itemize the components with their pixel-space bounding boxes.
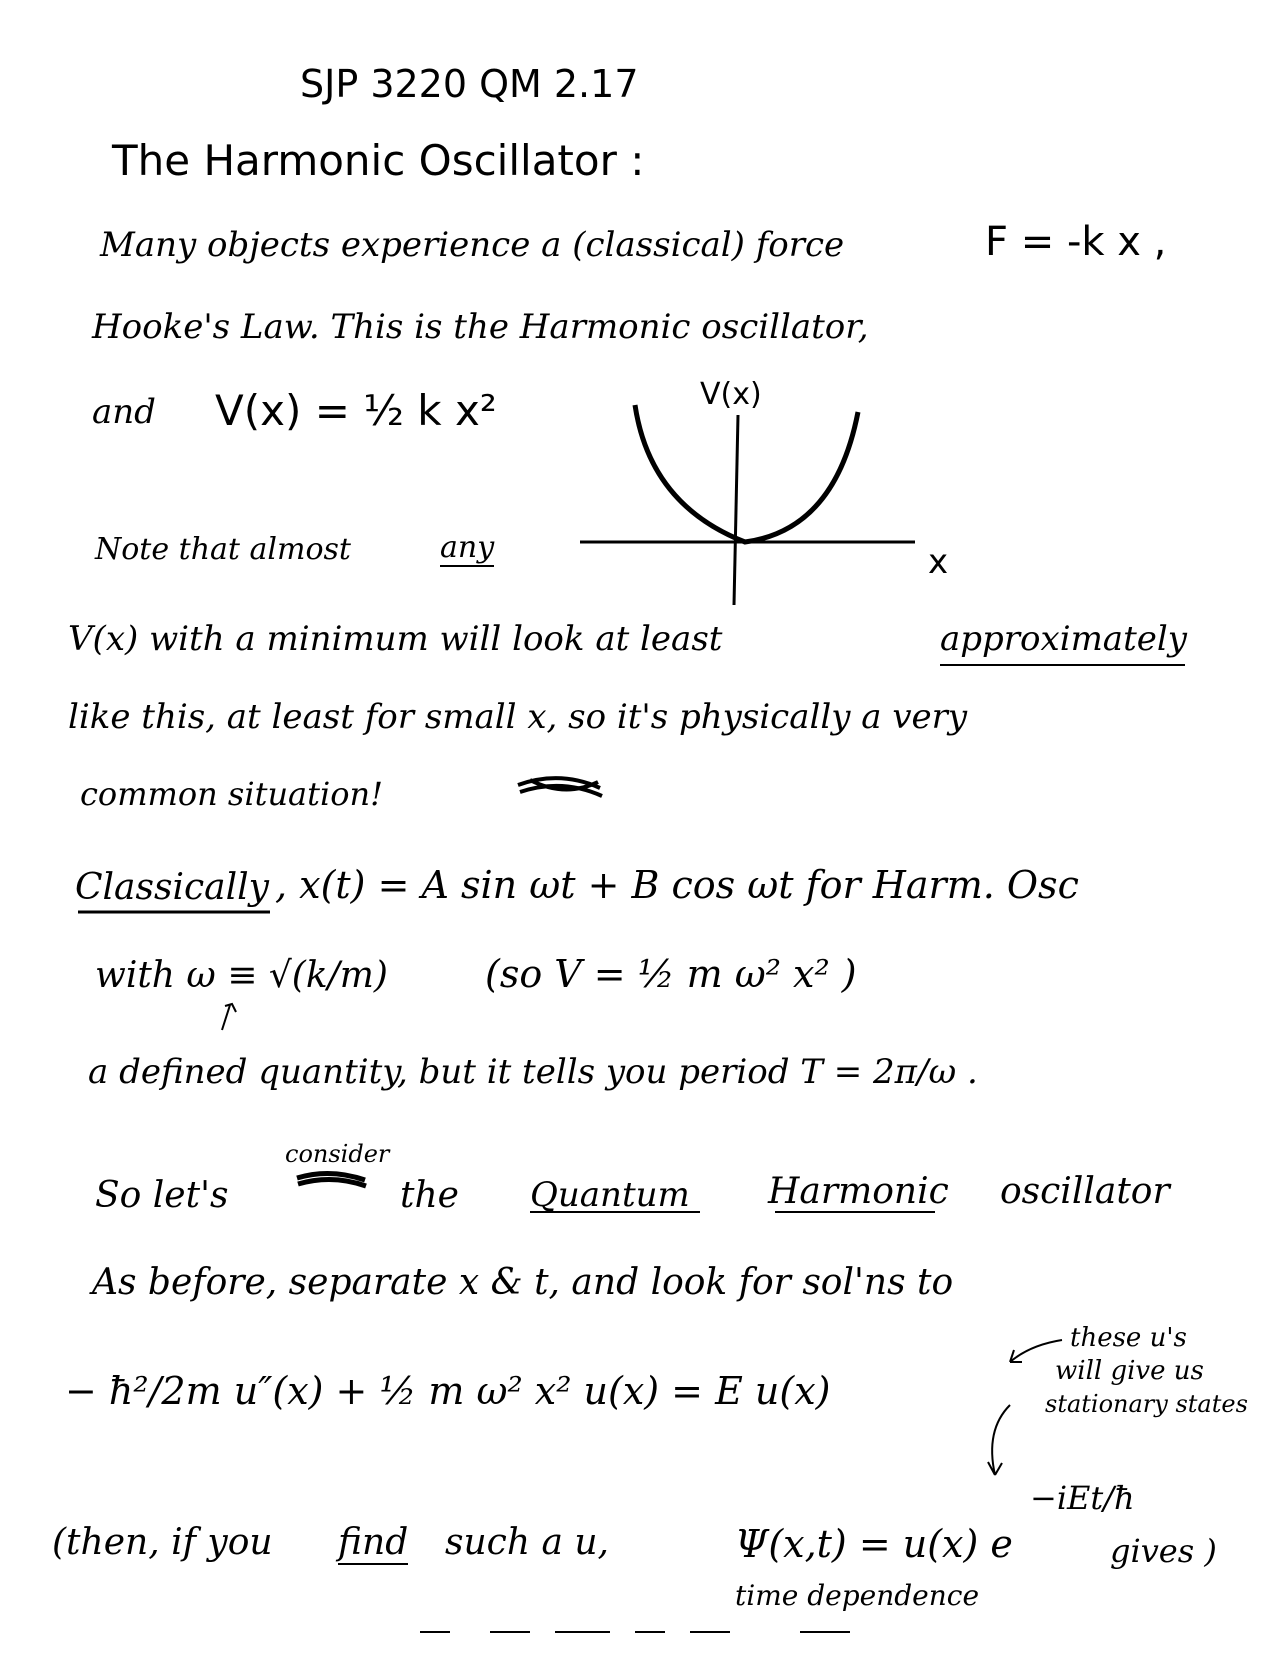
word-approximately: approximately	[940, 619, 1187, 659]
graph-y-label: V(x)	[700, 377, 762, 412]
word-the: the	[400, 1175, 459, 1216]
line-defined-quantity: a defined quantity, but it tells you period T = 2π/ω .	[88, 1052, 978, 1092]
line-common-situation: common situation!	[80, 775, 383, 813]
line-such-a-u: such a u,	[445, 1522, 609, 1563]
wavefunction-expression: Ψ(x,t) = u(x) e	[735, 1522, 1013, 1566]
note-will-give-us: will give us	[1055, 1356, 1204, 1386]
scribble-mark-2	[297, 1173, 366, 1186]
graph-x-label: x	[928, 542, 949, 582]
page-header: SJP 3220 QM 2.17	[300, 62, 639, 106]
graph-y-axis	[734, 415, 738, 605]
line-so-lets: So let's	[95, 1175, 229, 1216]
note-these-us: these u's	[1070, 1323, 1187, 1353]
line-like-this: like this, at least for small x, so it's physically a very	[68, 697, 968, 737]
page-title: The Harmonic Oscillator :	[112, 136, 645, 185]
word-find: find	[338, 1522, 409, 1563]
line-with-minimum: V(x) with a minimum will look at least	[68, 619, 723, 659]
line-many-objects: Many objects experience a (classical) force	[100, 225, 845, 265]
arrow-omega	[222, 1004, 236, 1030]
note-consider: consider	[285, 1140, 390, 1168]
word-classically: Classically	[75, 867, 269, 908]
scribble-mark	[518, 778, 602, 796]
note-stationary-states: stationary states	[1045, 1390, 1248, 1418]
line-as-before: As before, separate x & t, and look for sol'ns to	[92, 1262, 954, 1303]
line-note-that: Note that almost	[95, 532, 351, 567]
classical-solution: , x(t) = A sin ωt + B cos ωt for Harm. Osc	[275, 863, 1079, 907]
line-and: and	[92, 392, 156, 432]
word-any: any	[440, 530, 495, 565]
exponent-expression: −iEt/ħ	[1030, 1479, 1135, 1517]
line-hookes-law: Hooke's Law. This is the Harmonic oscillator,	[92, 307, 869, 347]
arrow-down-to-exp	[988, 1405, 1010, 1475]
hookes-force-equation: F = -k x ,	[985, 219, 1167, 265]
word-gives: gives )	[1110, 1532, 1217, 1570]
parabola-curve	[635, 405, 858, 542]
word-harmonic: Harmonic	[768, 1171, 949, 1212]
potential-in-omega: (so V = ½ m ω² x² )	[485, 952, 857, 996]
word-oscillator: oscillator	[1000, 1171, 1170, 1212]
omega-definition: with ω ≡ √(k/m)	[95, 955, 388, 996]
note-time-dependence: time dependence	[735, 1579, 980, 1612]
line-then-if-you: (then, if you	[52, 1522, 273, 1563]
word-quantum: Quantum	[530, 1175, 690, 1215]
potential-equation: V(x) = ½ k x²	[215, 386, 497, 435]
schrodinger-equation: − ħ²/2m u″(x) + ½ m ω² x² u(x) = E u(x)	[65, 1369, 831, 1413]
